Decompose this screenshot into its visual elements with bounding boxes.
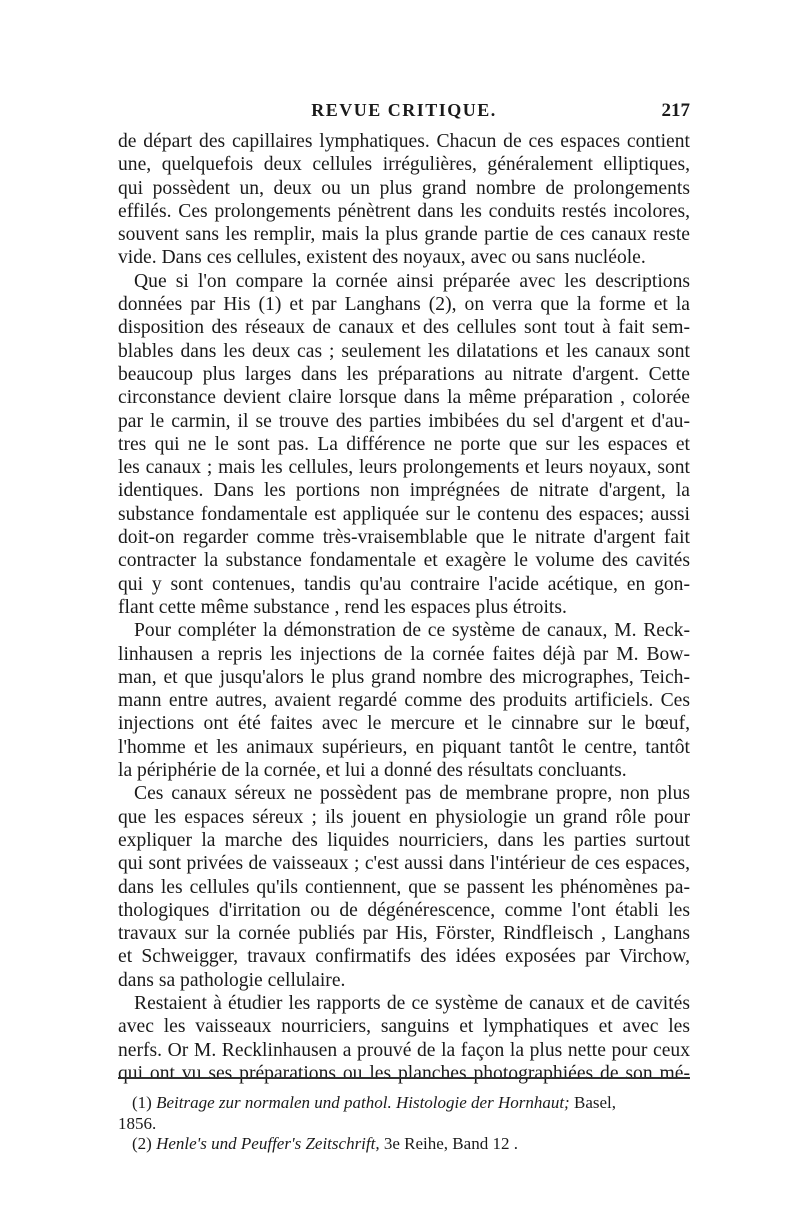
text-line: vide. Dans ces cellules, existent des noyaux, avec ou sans nucléole. — [118, 247, 646, 269]
text-line: avec les vaisseaux nourriciers, sanguins et lymphatiques et avec les — [118, 1016, 690, 1038]
text-line: Restaient à étudier les rapports de ce système de canaux et de cavités — [134, 992, 690, 1014]
text-line: man, et que jusqu'alors le plus grand nombre des micrographes, Teich- — [118, 666, 690, 688]
text-line: souvent sans les remplir, mais la plus grande partie de ces canaux reste — [118, 224, 690, 246]
body-text — [118, 130, 690, 1085]
text-line: expliquer la marche des liquides nourriciers, dans les parties surtout — [118, 829, 690, 851]
text-line: flant cette même substance , rend les espaces plus étroits. — [118, 596, 567, 618]
text-line: qui y sont contenues, tandis qu'au contraire l'acide acétique, en gon- — [118, 573, 690, 595]
text-line: une, quelquefois deux cellules irrégulières, généralement elliptiques, — [118, 154, 690, 176]
footnote-1-title: Beitrage zur normalen und pathol. Histologie der Hornhaut; — [156, 1093, 570, 1112]
page-header — [118, 100, 690, 124]
text-line: dans les cellules qu'ils contiennent, que se passent les phénomènes pa- — [118, 876, 690, 898]
text-line: travaux sur la cornée publiés par His, Förster, Rindfleisch , Langhans — [118, 923, 690, 945]
text-line: de départ des capillaires lymphatiques. Chacun de ces espaces contient — [118, 131, 690, 152]
text-line: les canaux ; mais les cellules, leurs prolongements et leurs noyaux, sont — [118, 457, 690, 479]
text-line: disposition des réseaux de canaux et des cellules sont tout à fait sem- — [118, 317, 690, 339]
text-line: et Schweigger, travaux confirmatifs des idées exposées par Virchow, — [118, 946, 690, 968]
footnote-1-place: Basel, — [573, 1093, 617, 1112]
text-line: l'homme et les animaux supérieurs, en piquant tantôt le centre, tantôt — [118, 736, 690, 758]
text-line: beaucoup plus larges dans les préparations au nitrate d'argent. Cette — [118, 363, 690, 385]
running-title: REVUE CRITIQUE. — [311, 100, 497, 120]
footnotes — [118, 1093, 690, 1155]
text-line: par le carmin, il se trouve des parties imbibées du sel d'argent et d'au- — [118, 410, 690, 432]
footnote-1-mark: (1) — [132, 1093, 152, 1112]
footnote-divider — [118, 1077, 690, 1079]
text-line: circonstance devient claire lorsque dans la même préparation , colorée — [118, 387, 690, 409]
text-line: contracter la substance fondamentale et exagère le volume des cavités — [118, 550, 690, 572]
text-line: Pour compléter la démonstration de ce système de canaux, M. Reck- — [134, 620, 690, 642]
footnote-2-rest: 3e Reihe, Band 12 . — [383, 1134, 518, 1153]
footnote-1-year: 1856. — [118, 1113, 157, 1133]
text-line: la périphérie de la cornée, et lui a donné des résultats concluants. — [118, 760, 627, 782]
text-line: qui possèdent un, deux ou un plus grand nombre de prolongements — [118, 177, 690, 199]
text-line: thologiques d'irritation ou de dégénérescence, comme l'ont établi les — [118, 899, 690, 921]
page-number: 217 — [661, 100, 690, 121]
text-line: qui ont vu ses préparations ou les planches photographiées de son mé- — [118, 1062, 690, 1084]
text-line: données par His (1) et par Langhans (2), on verra que la forme et la — [118, 294, 690, 316]
footnote-2 — [118, 1134, 690, 1155]
text-line: linhausen a repris les injections de la cornée faites déjà par M. Bow- — [118, 643, 690, 665]
text-line: effilés. Ces prolongements pénètrent dans les conduits restés incolores, — [118, 200, 690, 222]
text-line: tres qui ne le sont pas. La différence ne porte que sur les espaces et — [118, 433, 690, 455]
text-line: Ces canaux séreux ne possèdent pas de membrane propre, non plus — [134, 783, 690, 805]
text-line: nerfs. Or M. Recklinhausen a prouvé de la façon la plus nette pour ceux — [118, 1039, 690, 1061]
text-line: identiques. Dans les portions non imprégnées de nitrate d'argent, la — [118, 480, 690, 502]
text-line: dans sa pathologie cellulaire. — [118, 969, 346, 991]
text-line: qui sont privées de vaisseaux ; c'est aussi dans l'intérieur de ces espaces, — [118, 853, 690, 875]
text-line: blables dans les deux cas ; seulement les dilatations et les canaux sont — [118, 340, 690, 362]
text-line: que les espaces séreux ; ils jouent en physiologie un grand rôle pour — [118, 806, 690, 828]
footnote-1 — [118, 1093, 690, 1114]
footnote-2-title: Henle's und Peuffer's Zeitschrift, — [156, 1134, 380, 1153]
text-line: Que si l'on compare la cornée ainsi préparée avec les descriptions — [134, 270, 690, 292]
text-line: mann entre autres, avaient regardé comme des produits artificiels. Ces — [118, 690, 690, 712]
text-line: doit-on regarder comme très-vraisemblable que le nitrate d'argent fait — [118, 527, 690, 549]
footnote-2-mark: (2) — [132, 1134, 152, 1153]
text-line: substance fondamentale est appliquée sur le contenu des espaces; aussi — [118, 503, 690, 525]
text-line: injections ont été faites avec le mercure et le cinnabre sur le bœuf, — [118, 713, 690, 735]
